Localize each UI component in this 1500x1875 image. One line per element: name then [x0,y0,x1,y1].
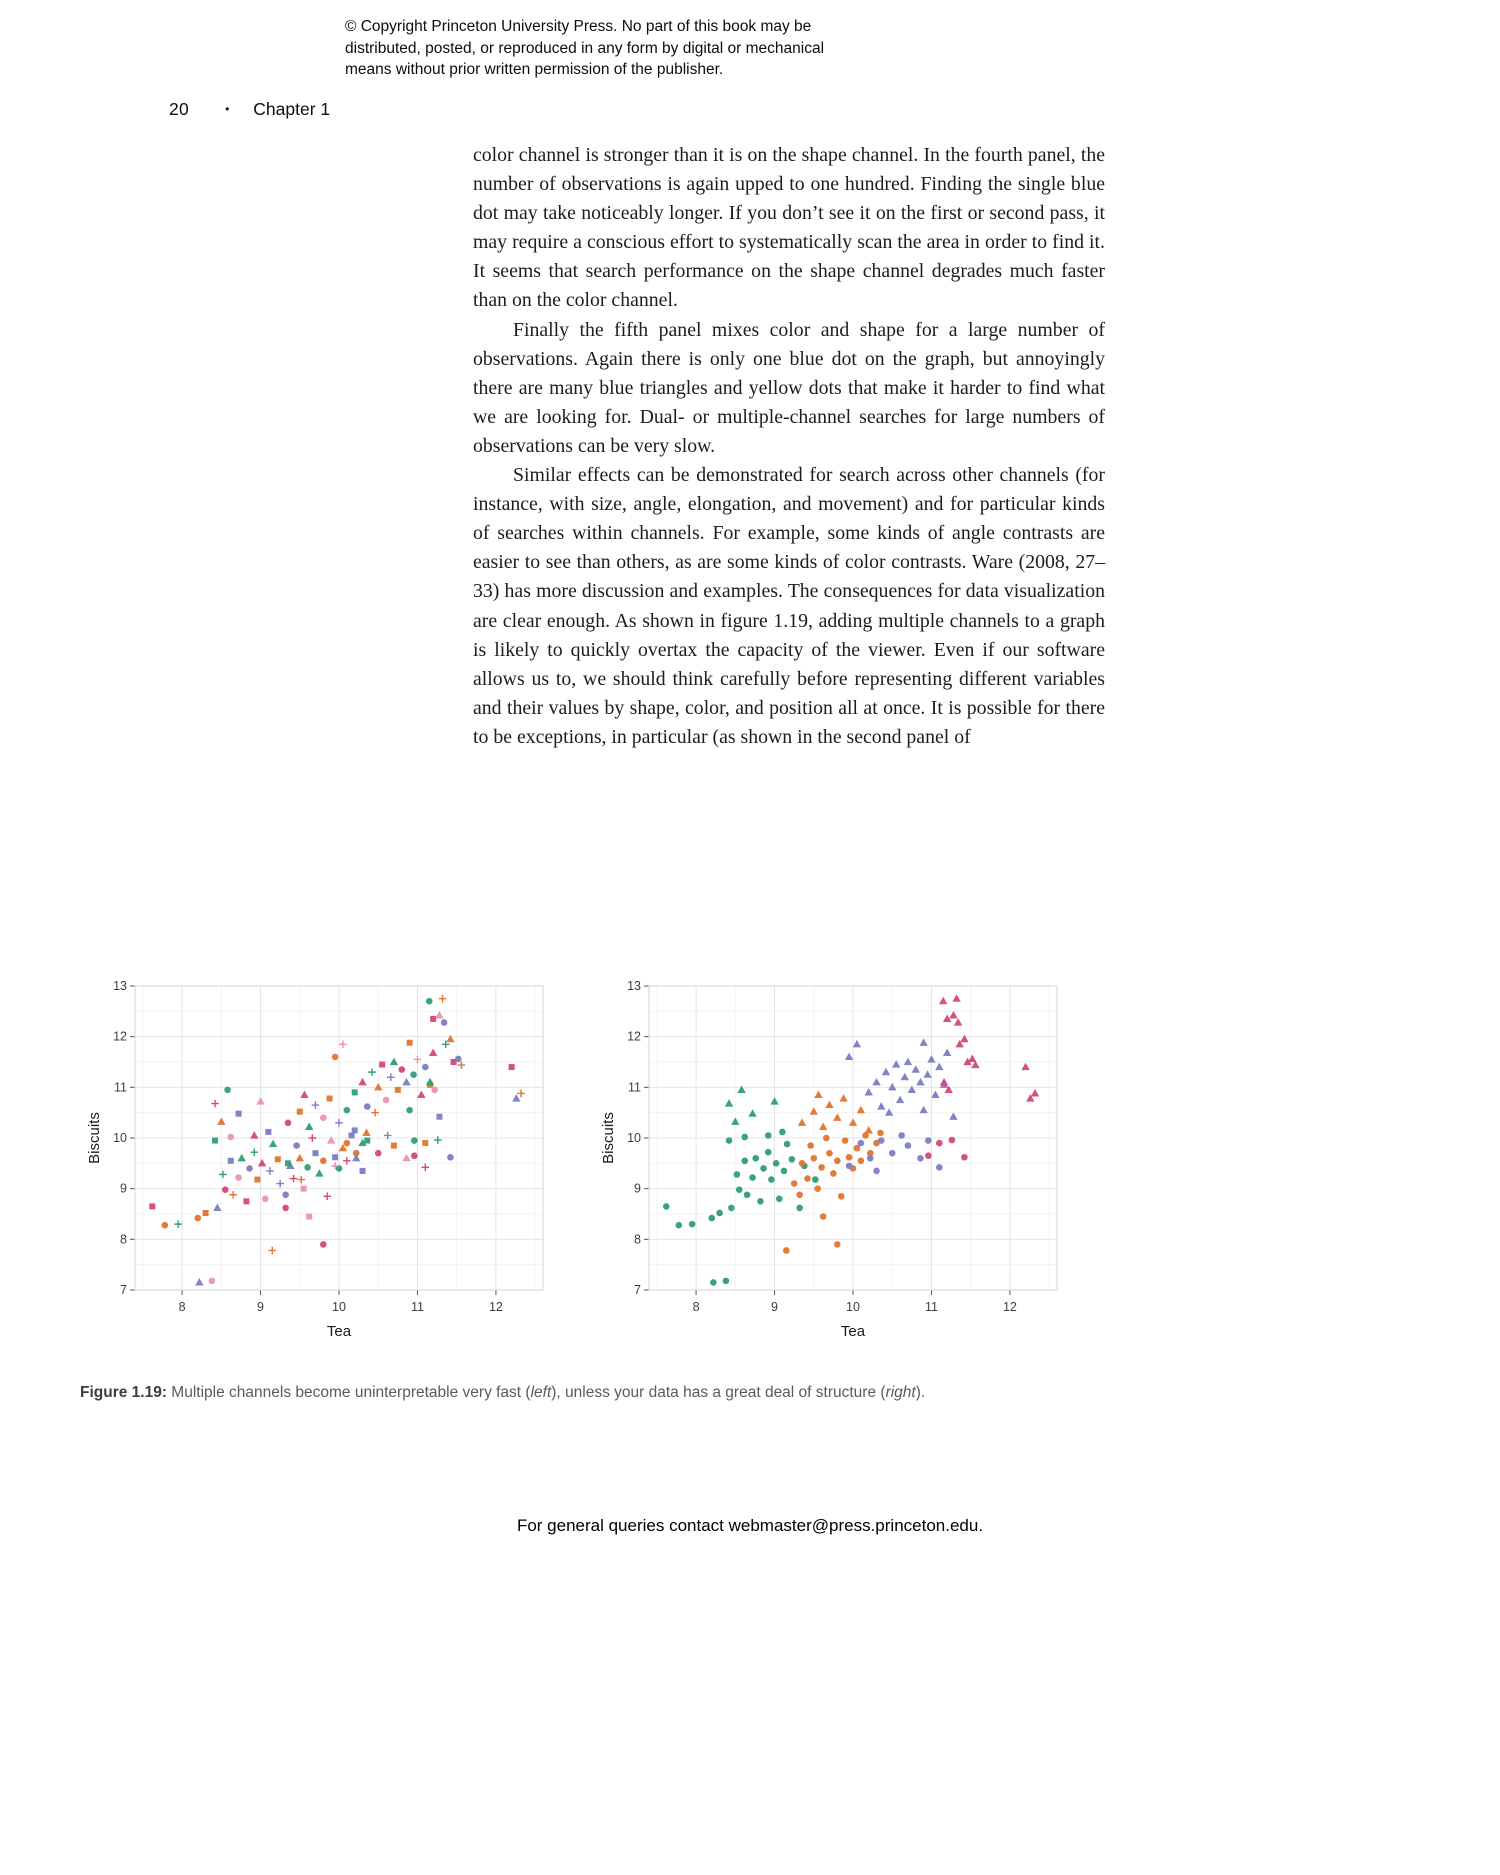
paragraph: Finally the fifth panel mixes color and shape for a large number of observations. Again there is only one blue dot on the graph, but annoyingly there are many blue triangles and yellow dots that make it harder to find what we are looking for. Dual- or multiple-channel searches for large numbers of observations can be very slow. [473,318,1105,457]
figure-1-19 [85,972,1069,1350]
svg-text:8: 8 [178,1300,186,1314]
paragraph: color channel is stronger than it is on the shape channel. In the fourth panel, the number of observations is again upped to one hundred. Finding the single blue dot may take noticeably longer. If you don’t see it on the first or second pass, it may require a conscious effort to systematically scan the area in order to find it. It seems that search performance on the shape channel degrades much faster than on the color channel. [473,144,1105,312]
chapter-title: Chapter 1 [253,99,331,119]
page-header [169,99,330,120]
svg-text:11: 11 [628,1080,641,1095]
header-bullet: • [225,102,230,116]
svg-text:Tea: Tea [840,1323,866,1340]
figure-caption-text: ). [915,1384,926,1401]
body-text [473,141,1105,752]
svg-text:9: 9 [771,1300,779,1314]
svg-text:12: 12 [1002,1300,1017,1314]
scatter-plot-left [85,972,555,1350]
svg-text:12: 12 [113,1029,127,1044]
copyright-line: means without prior written permission of the publisher. [345,61,724,78]
svg-text:9: 9 [120,1181,127,1196]
svg-text:Biscuits: Biscuits [600,1112,617,1164]
copyright-line: © Copyright Princeton University Press. No part of this book may be [345,18,812,35]
figure-caption-label: Figure 1.19: [80,1384,167,1401]
figure-caption [80,1384,1180,1402]
svg-text:11: 11 [114,1080,127,1095]
svg-text:8: 8 [120,1232,127,1247]
svg-text:Biscuits: Biscuits [86,1112,103,1164]
svg-text:11: 11 [410,1300,424,1314]
svg-text:10: 10 [332,1300,346,1314]
copyright-line: distributed, posted, or reproduced in any form by digital or mechanical [345,39,825,57]
figure-caption-text: Multiple channels become uninterpretable very fast ( [167,1384,531,1401]
svg-text:12: 12 [627,1029,641,1044]
figure-caption-text: ), unless your data has a great deal of structure ( [551,1384,886,1401]
paragraph: Similar effects can be demonstrated for search across other channels (for instance, with size, angle, elongation, and movement) and for particular kinds of searches within channels. For example, some kinds of angle contrasts are easier to see than others, as are some kinds of color contrasts. Ware (2008, 27–33) has more discussion and examples. The consequences for data visualization are clear enough. As shown in figure 1.19, adding multiple channels to a graph is likely to quickly overtax the capacity of the viewer. Even if our software allows us to, we should think carefully before representing different variables and their values by shape, color, and position all at once. It is possible for there to be exceptions, in particular (as shown in the second panel of [473,464,1105,748]
scatter-plot-right [599,972,1069,1350]
svg-text:9: 9 [634,1181,641,1196]
svg-text:8: 8 [634,1232,641,1247]
svg-text:10: 10 [627,1131,641,1145]
svg-text:7: 7 [634,1283,641,1297]
svg-text:13: 13 [113,979,127,993]
figure-caption-left-italic: left [530,1384,552,1401]
svg-text:11: 11 [924,1300,938,1314]
svg-text:Tea: Tea [326,1323,352,1340]
svg-text:10: 10 [846,1300,860,1314]
svg-text:13: 13 [627,979,641,993]
svg-text:12: 12 [488,1300,503,1314]
figure-caption-right-italic: right [885,1384,916,1401]
copyright-notice [345,16,945,81]
page-number: 20 [169,99,190,119]
svg-text:7: 7 [120,1283,127,1297]
page-footer: For general queries contact webmaster@press.princeton.edu. [516,1516,984,1535]
svg-text:10: 10 [113,1131,127,1145]
svg-text:9: 9 [257,1300,265,1314]
svg-text:8: 8 [692,1300,700,1314]
